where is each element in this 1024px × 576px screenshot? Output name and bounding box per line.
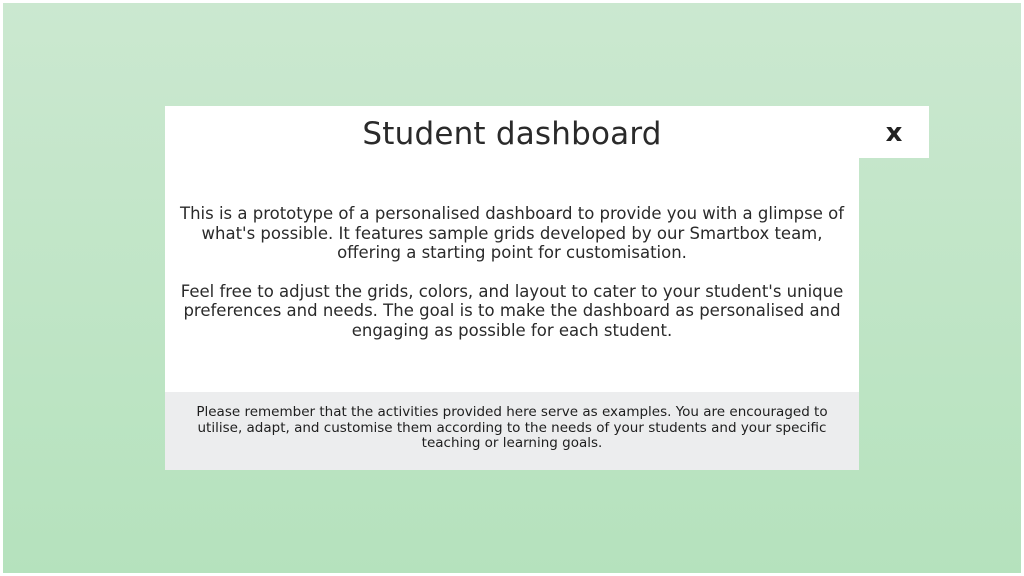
intro-paragraph: This is a prototype of a personalised dashboard to provide you with a glimpse of what's possible. It features sample grids developed by our Smartbox team, offering a starting point for customisation. xyxy=(179,204,844,262)
customise-paragraph: Feel free to adjust the grids, colors, and layout to cater to your student's unique preferences and needs. The goal is to make the dashboard as personalised and engaging as possible for each student. xyxy=(180,281,844,340)
dialog-title: Student dashboard xyxy=(362,116,662,152)
dialog-body xyxy=(173,204,851,359)
info-dialog xyxy=(165,106,859,470)
footer-note: Please remember that the activities provided here serve as examples. You are encouraged to utilise, adapt, and customise them according to the needs of your students and your specific teaching or learning goals. xyxy=(196,404,828,451)
close-icon[interactable]: x xyxy=(885,118,903,148)
close-button[interactable] xyxy=(859,106,929,158)
dialog-footer xyxy=(165,392,859,470)
